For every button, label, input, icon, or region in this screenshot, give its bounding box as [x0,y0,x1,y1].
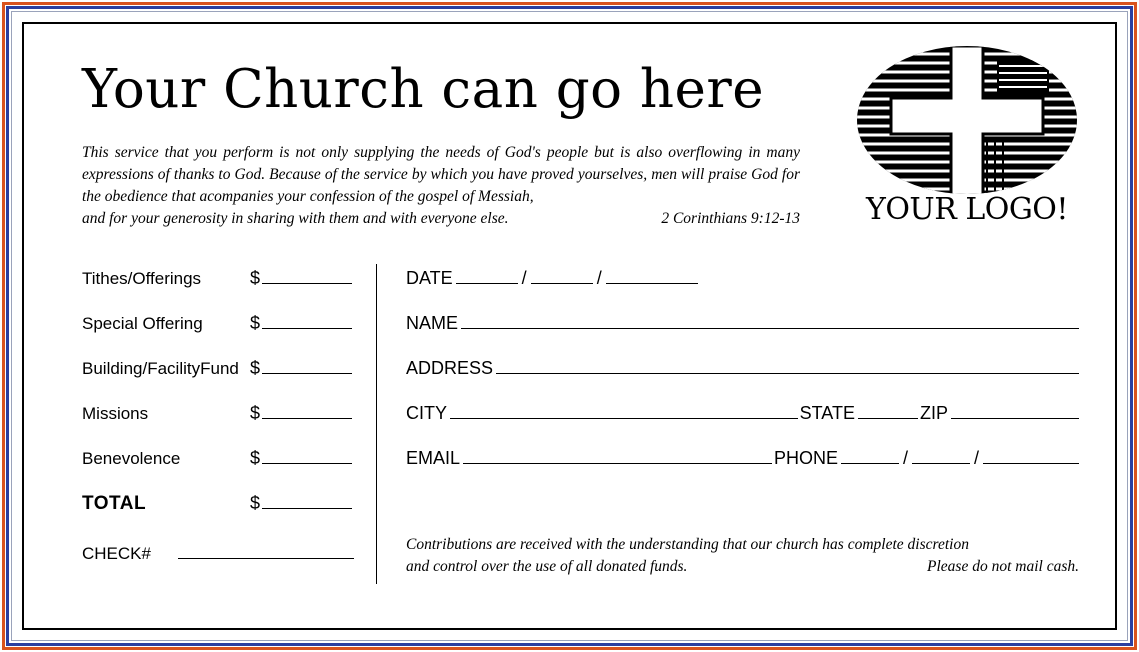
amount-input-total[interactable] [262,494,352,509]
currency-symbol: $ [250,268,261,288]
phone-prefix-input[interactable] [912,449,970,464]
amount-label: Building/FacilityFund [82,359,239,378]
card-header [24,24,1115,254]
currency-symbol: $ [250,493,261,513]
phone-label: PHONE [773,448,838,468]
disclaimer-line-2 [406,556,1079,578]
amount-label-total: TOTAL [82,493,147,514]
disclaimer-line-2-right: Please do not mail cash. [927,558,1079,575]
amount-row-total [82,493,367,538]
state-input[interactable] [858,404,918,419]
logo-text: YOUR LOGO! [866,192,1068,227]
amount-input-benevolence[interactable] [262,449,352,464]
logo-block [847,42,1087,247]
email-phone-row [406,448,1079,493]
check-number-input[interactable] [178,544,354,559]
date-year-input[interactable] [606,269,698,284]
scripture-line-4-wrap [82,208,800,230]
amount-row-benevolence [82,448,367,493]
city-input[interactable] [450,404,798,419]
name-input[interactable] [461,314,1079,329]
amount-label: Tithes/Offerings [82,269,202,288]
phone-slash-1: / [902,448,908,468]
column-divider [376,264,377,584]
offering-envelope-card [22,22,1117,630]
donor-fields-column [406,268,1079,493]
date-month-input[interactable] [456,269,518,284]
address-label: ADDRESS [406,358,494,378]
email-label: EMAIL [406,448,461,468]
amount-label: Special Offering [82,314,203,333]
scripture-line-3: men will praise God for the obedience that acompanies your confession of the gospel of Messiah, [82,166,800,205]
amount-input-missions[interactable] [262,404,352,419]
address-input[interactable] [496,359,1079,374]
amount-row-building-fund [82,358,367,403]
currency-symbol: $ [250,403,261,423]
zip-input[interactable] [951,404,1079,419]
amount-input-tithes[interactable] [262,269,352,284]
date-slash-1: / [521,268,527,288]
disclaimer [406,534,1079,578]
amount-label: Missions [82,404,149,423]
state-label: STATE [799,403,855,423]
disclaimer-line-2-left: and control over the use of all donated funds. [406,558,688,575]
check-number-label: CHECK# [82,544,151,563]
currency-symbol: $ [250,358,261,378]
email-input[interactable] [463,449,772,464]
amount-input-special-offering[interactable] [262,314,352,329]
amount-input-building-fund[interactable] [262,359,352,374]
date-row [406,268,1079,313]
date-label: DATE [406,268,453,288]
amount-label: Benevolence [82,449,181,468]
disclaimer-line-1: Contributions are received with the understanding that our church has complete discretion [406,536,969,553]
scripture-reference: 2 Corinthians 9:12-13 [661,210,800,227]
scripture-blurb [82,142,800,230]
name-label: NAME [406,313,459,333]
zip-label: ZIP [919,403,948,423]
page-title: Your Church can go here [82,59,765,120]
scripture-line-1: This service that you perform is not only supplying the needs of God's people but is also overflowing [82,144,743,161]
currency-symbol: $ [250,448,261,468]
amount-row-missions [82,403,367,448]
church-cross-emblem-icon [847,42,1087,202]
name-row [406,313,1079,358]
currency-symbol: $ [250,313,261,333]
scripture-line-2: in many expressions of thanks to God. Because of the service by which you have proved yourselves, [82,144,801,183]
scripture-line-4: and for your generosity in sharing with them and with everyone else. [82,210,509,227]
city-label: CITY [406,403,448,423]
check-number-row [82,544,367,589]
card-body [24,254,1115,628]
amount-row-special-offering [82,313,367,358]
phone-area-input[interactable] [841,449,899,464]
amount-row-tithes [82,268,367,313]
city-state-zip-row [406,403,1079,448]
phone-slash-2: / [973,448,979,468]
address-row [406,358,1079,403]
date-slash-2: / [596,268,602,288]
phone-line-input[interactable] [983,449,1079,464]
amounts-column [82,268,367,589]
date-day-input[interactable] [531,269,593,284]
